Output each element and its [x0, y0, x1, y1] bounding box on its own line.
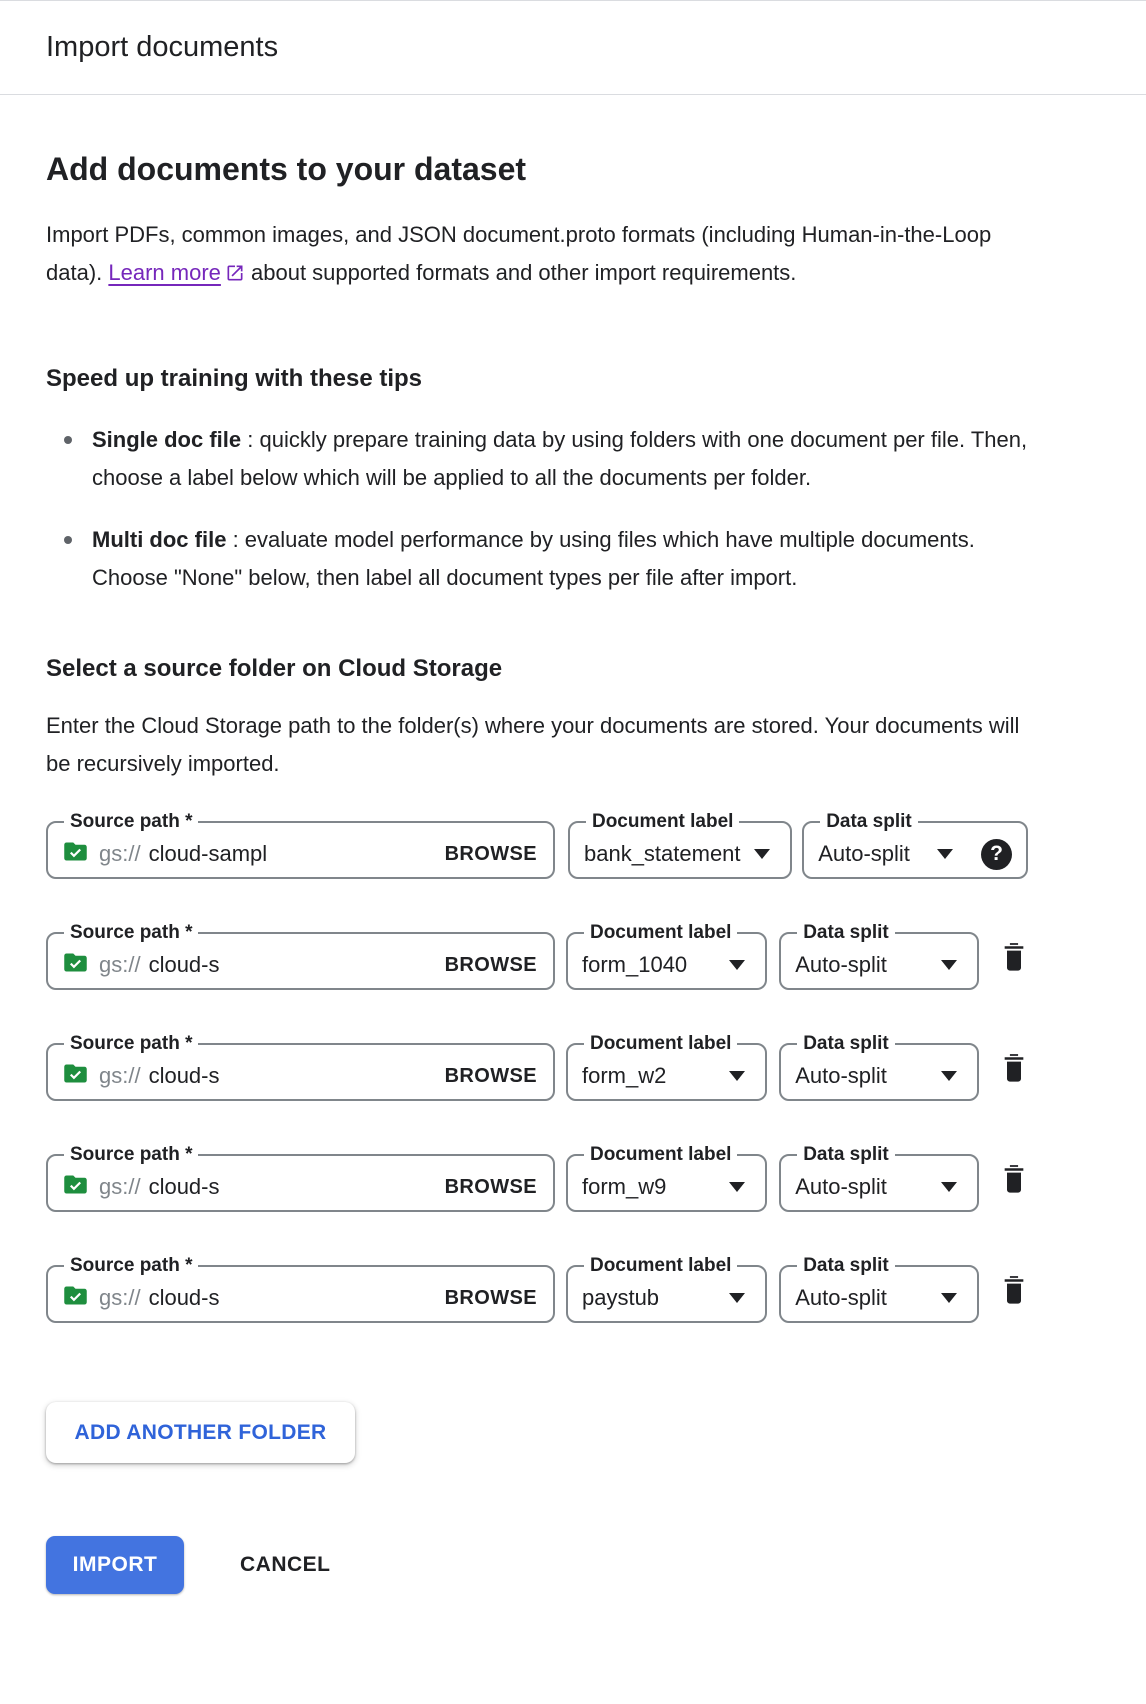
chevron-down-icon [729, 960, 745, 970]
source-folder-rows [46, 811, 1028, 1323]
help-icon[interactable]: ? [981, 839, 1012, 870]
document-label-label: Document label [591, 811, 734, 832]
tip-text: : quickly prepare training data by using folders with one document per file. Then, choose a label below which will be applied to all the documents per folder. [92, 427, 1028, 490]
document-label-value: form_w9 [581, 1174, 667, 1199]
import-button[interactable]: IMPORT [46, 1536, 184, 1594]
document-label-field[interactable] [566, 1033, 767, 1101]
data-split-label: Data split [803, 922, 889, 943]
document-label-value: form_w2 [581, 1063, 667, 1088]
folder-check-icon [62, 949, 89, 981]
delete-row-button[interactable] [1000, 1162, 1028, 1194]
learn-more-label: Learn more [108, 260, 221, 285]
source-path-input[interactable] [149, 841, 437, 867]
tip-bold-text: Single doc file [92, 427, 242, 452]
source-path-label: Source path * [70, 922, 193, 943]
tip-bold-text: Multi doc file [92, 527, 227, 552]
browse-button[interactable]: BROWSE [443, 1170, 539, 1205]
chevron-down-icon [941, 1071, 957, 1081]
browse-button[interactable]: BROWSE [443, 1281, 539, 1316]
document-label-field[interactable] [566, 1255, 767, 1323]
list-item [46, 421, 1028, 497]
trash-icon [1000, 1071, 1028, 1086]
source-path-field[interactable] [46, 922, 555, 990]
document-label-value: bank_statement [583, 841, 741, 866]
trash-icon [1000, 960, 1028, 975]
data-split-value: Auto-split [795, 1063, 887, 1088]
source-folder-row [46, 811, 1028, 879]
data-split-field[interactable] [779, 1144, 979, 1212]
delete-row-button[interactable] [1000, 1273, 1028, 1305]
folder-check-icon [62, 1171, 89, 1203]
document-label-label: Document label [589, 922, 732, 943]
source-folder-row [46, 922, 1028, 990]
chevron-down-icon [729, 1182, 745, 1192]
data-split-field[interactable] [779, 922, 979, 990]
source-path-field[interactable] [46, 1255, 555, 1323]
learn-more-link[interactable] [108, 260, 245, 285]
data-split-value: Auto-split [795, 952, 887, 977]
source-path-label: Source path * [70, 1033, 193, 1054]
source-path-input[interactable] [149, 1063, 437, 1089]
folder-check-icon [62, 838, 89, 870]
bullet-icon [64, 436, 72, 444]
data-split-field[interactable] [779, 1033, 979, 1101]
chevron-down-icon [729, 1071, 745, 1081]
list-item [46, 521, 1028, 597]
intro-text-before: Import PDFs, common images, and JSON document.proto formats (including Human-in-the-Loop data). [46, 222, 992, 285]
folder-check-icon [62, 1060, 89, 1092]
storage-description: Enter the Cloud Storage path to the folder(s) where your documents are stored. Your documents will be recursively imported. [46, 713, 1020, 776]
dialog-title: Import documents [46, 31, 279, 63]
gs-prefix: gs:// [99, 1285, 141, 1310]
delete-row-button[interactable] [1000, 1051, 1028, 1083]
source-folder-row [46, 1255, 1028, 1323]
source-path-label: Source path * [70, 1255, 193, 1276]
folder-check-icon [62, 1282, 89, 1314]
browse-button[interactable]: BROWSE [443, 948, 539, 983]
document-label-field[interactable] [566, 1144, 767, 1212]
browse-button[interactable]: BROWSE [443, 837, 539, 872]
browse-button[interactable]: BROWSE [443, 1059, 539, 1094]
delete-row-button[interactable] [1000, 940, 1028, 972]
tips-list [46, 421, 1028, 597]
document-label-field[interactable] [568, 811, 792, 879]
source-path-input[interactable] [149, 952, 437, 978]
source-path-input[interactable] [149, 1174, 437, 1200]
data-split-label: Data split [803, 1144, 889, 1165]
gs-prefix: gs:// [99, 841, 141, 866]
gs-prefix: gs:// [99, 1174, 141, 1199]
document-label-label: Document label [589, 1033, 732, 1054]
chevron-down-icon [941, 1182, 957, 1192]
source-path-label: Source path * [70, 811, 193, 832]
data-split-label: Data split [803, 1033, 889, 1054]
chevron-down-icon [729, 1293, 745, 1303]
import-form [0, 151, 1146, 1704]
chevron-down-icon [941, 960, 957, 970]
add-another-folder-button[interactable]: ADD ANOTHER FOLDER [46, 1402, 355, 1463]
storage-heading: Select a source folder on Cloud Storage [46, 655, 503, 682]
chevron-down-icon [754, 849, 770, 859]
gs-prefix: gs:// [99, 1063, 141, 1088]
data-split-value: Auto-split [795, 1285, 887, 1310]
intro-paragraph [46, 216, 1028, 295]
dialog-header [0, 0, 1146, 95]
data-split-label: Data split [803, 1255, 889, 1276]
document-label-value: form_1040 [581, 952, 688, 977]
dialog-actions [46, 1536, 1028, 1594]
intro-text-after: about supported formats and other import requirements. [244, 260, 797, 285]
document-label-value: paystub [581, 1285, 660, 1310]
source-path-field[interactable] [46, 1144, 555, 1212]
source-path-field[interactable] [46, 1033, 555, 1101]
source-path-field[interactable] [46, 811, 555, 879]
source-path-input[interactable] [149, 1285, 437, 1311]
document-label-label: Document label [589, 1255, 732, 1276]
source-path-label: Source path * [70, 1144, 193, 1165]
trash-icon [1000, 1182, 1028, 1197]
bullet-icon [64, 536, 72, 544]
chevron-down-icon [937, 849, 953, 859]
source-folder-row [46, 1033, 1028, 1101]
tips-heading: Speed up training with these tips [46, 365, 423, 392]
document-label-label: Document label [589, 1144, 732, 1165]
external-link-icon [225, 257, 245, 295]
chevron-down-icon [941, 1293, 957, 1303]
source-folder-row [46, 1144, 1028, 1212]
tip-text: : evaluate model performance by using files which have multiple documents. Choose "None" below, then label all document types per file after import. [92, 527, 975, 590]
data-split-label: Data split [826, 811, 912, 832]
data-split-value: Auto-split [795, 1174, 887, 1199]
data-split-field[interactable] [802, 811, 1028, 879]
gs-prefix: gs:// [99, 952, 141, 977]
cancel-button[interactable]: CANCEL [230, 1543, 341, 1587]
document-label-field[interactable] [566, 922, 767, 990]
trash-icon [1000, 1293, 1028, 1308]
page-title: Add documents to your dataset [46, 151, 527, 187]
data-split-value: Auto-split [818, 841, 910, 866]
data-split-field[interactable] [779, 1255, 979, 1323]
